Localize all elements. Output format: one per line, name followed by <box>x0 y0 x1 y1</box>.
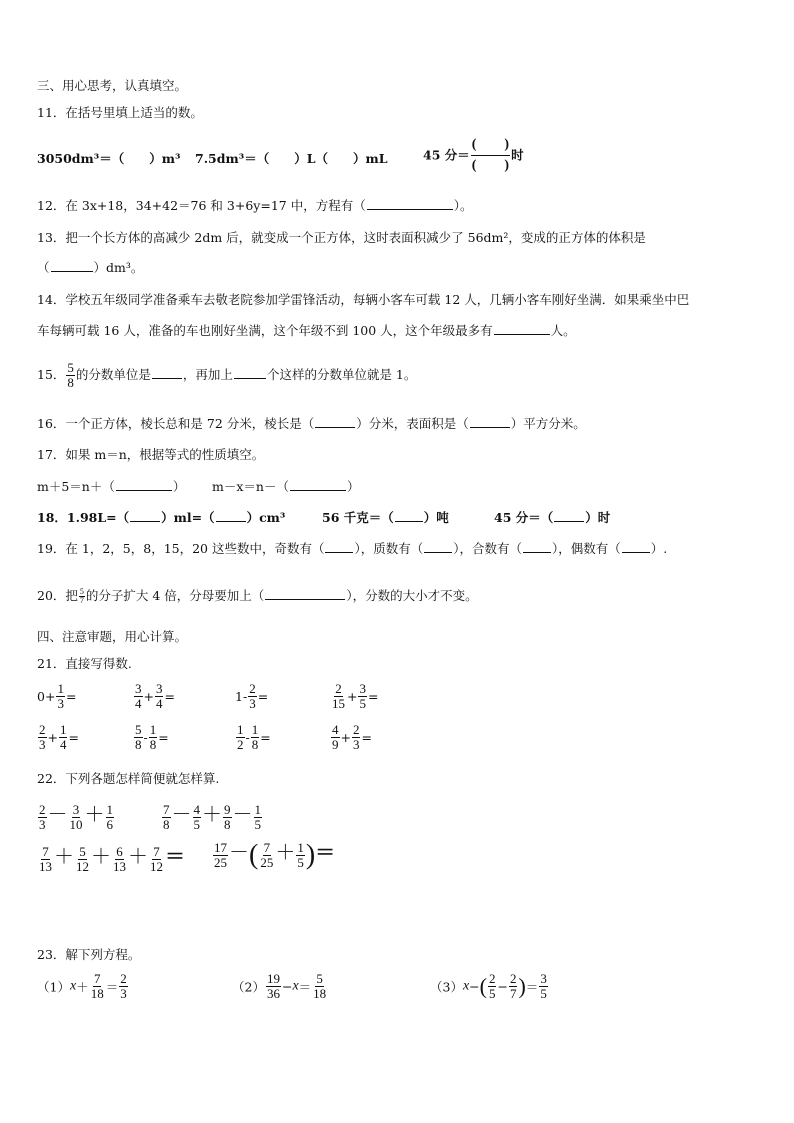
numerator: 2 <box>120 971 127 986</box>
denominator: 3 <box>352 737 360 752</box>
denominator: 13 <box>39 859 52 874</box>
fraction <box>119 972 128 1001</box>
fraction <box>90 972 105 1001</box>
equation-label: （1） <box>37 979 70 995</box>
q17-b-end: ） <box>346 479 360 494</box>
numerator: 2 <box>488 971 496 986</box>
denominator: 9 <box>332 737 339 752</box>
operator: － <box>229 842 249 864</box>
q12-text: 12．在 3x+18，34+42＝76 和 3+6y=17 中，方程有（ <box>37 198 366 213</box>
q14-unit: 人。 <box>550 323 576 338</box>
answer-blank[interactable] <box>51 259 93 272</box>
q11-c-suffix: 时 <box>511 147 524 163</box>
operator: − <box>281 979 293 994</box>
q17-a-text: m＋5＝n＋（ <box>37 479 115 494</box>
q19-t5: ）. <box>650 541 668 556</box>
equals-sign: ＝ <box>105 979 119 995</box>
q21-item <box>235 682 268 711</box>
denominator: 15 <box>332 696 345 711</box>
numerator: 17 <box>214 840 227 855</box>
fraction <box>149 845 164 874</box>
q17-a-end: ） <box>172 479 186 494</box>
denominator: 3 <box>120 986 127 1001</box>
fraction <box>155 682 164 711</box>
variable: x <box>462 978 470 994</box>
fraction <box>149 723 158 752</box>
answer-blank[interactable] <box>424 540 452 553</box>
denominator: 8 <box>135 737 142 752</box>
fraction <box>75 845 90 874</box>
numerator: 3 <box>540 971 547 986</box>
denominator: 3 <box>57 696 64 711</box>
variable: x <box>69 978 77 994</box>
fraction <box>134 682 143 711</box>
answer-blank[interactable] <box>265 587 345 600</box>
numerator: 3 <box>72 802 80 817</box>
equals-sign: = <box>260 730 271 745</box>
denominator: 8 <box>149 737 157 752</box>
question-18-part-b <box>322 509 449 527</box>
denominator: 10 <box>69 817 83 832</box>
denominator: 3 <box>39 817 46 832</box>
denominator: 12 <box>76 859 89 874</box>
q19-t2: ），质数有（ <box>354 541 424 556</box>
q22-expression-1 <box>37 798 115 832</box>
denominator: 3 <box>249 696 256 711</box>
question-22: 22．下列各题怎样简便就怎样算. <box>37 771 220 786</box>
operator: － <box>171 804 192 826</box>
q15-number: 15． <box>37 367 66 382</box>
fraction <box>193 803 202 832</box>
q21-item <box>37 723 79 752</box>
denominator: 36 <box>266 986 280 1001</box>
question-17-part-b <box>212 478 359 496</box>
numerator: 7 <box>93 971 101 986</box>
numerator: 7 <box>163 802 170 817</box>
operator: ＋ <box>202 804 222 826</box>
question-19 <box>37 540 667 558</box>
question-11-part-b: 7.5dm³＝（ ）L（ ）mL <box>195 151 388 166</box>
fraction <box>266 972 281 1001</box>
q23-equation-1 <box>37 972 129 1001</box>
q18-a-1: 18．1.98L=（ <box>37 510 130 525</box>
fraction <box>162 803 171 832</box>
variable: x <box>292 978 299 994</box>
q11-c-fraction <box>471 135 510 176</box>
numerator: 3 <box>359 681 366 696</box>
fraction <box>296 841 305 870</box>
question-17: 17．如果 m＝n，根据等式的性质填空。 <box>37 447 265 462</box>
equals-sign: ＝ <box>525 979 539 995</box>
q22-expression-4 <box>212 836 335 870</box>
q21-item <box>330 682 378 711</box>
question-17-part-a <box>37 478 185 496</box>
denominator: 4 <box>135 696 142 711</box>
operator: ＋ <box>128 846 148 868</box>
denominator: 2 <box>237 737 244 752</box>
equals-sign: = <box>361 730 372 745</box>
q21-item <box>330 723 372 752</box>
q18-c-1: 45 分＝（ <box>494 510 554 525</box>
fraction <box>331 682 346 711</box>
q11-c-prefix: 45 分＝ <box>423 147 470 163</box>
question-15 <box>37 358 416 392</box>
denominator: 6 <box>106 817 113 832</box>
q12-text-end: ）。 <box>453 198 473 213</box>
answer-blank[interactable] <box>523 540 551 553</box>
fraction <box>223 803 232 832</box>
denominator: 8 <box>251 737 259 752</box>
q15-text-2: ，再加上 <box>182 367 233 382</box>
left-paren: ( <box>479 973 487 999</box>
fraction <box>38 723 47 752</box>
operator: + <box>143 689 154 704</box>
numerator: 2 <box>335 681 342 696</box>
q21-item <box>235 723 271 752</box>
right-paren: ) <box>518 973 526 999</box>
q15-text-1: 的分数单位是 <box>75 367 151 382</box>
fraction <box>38 845 53 874</box>
answer-blank[interactable] <box>152 366 182 379</box>
equals-sign: = <box>68 730 79 745</box>
numerator: 1 <box>149 722 157 737</box>
fraction <box>539 972 548 1001</box>
q11-c-numerator: ( ) <box>471 135 510 156</box>
fraction <box>331 723 340 752</box>
operator: － <box>47 804 68 826</box>
denominator: 18 <box>313 986 327 1001</box>
numerator: 2 <box>509 971 517 986</box>
question-16 <box>37 415 586 433</box>
answer-blank[interactable] <box>216 509 246 522</box>
equals-sign: = <box>158 730 169 745</box>
answer-blank[interactable] <box>234 366 266 379</box>
lead: 0+ <box>37 689 56 704</box>
denominator: 4 <box>155 696 163 711</box>
q20-numerator: 5 <box>79 587 84 596</box>
denominator: 25 <box>260 855 274 870</box>
q15-numerator: 5 <box>67 360 74 375</box>
answer-blank[interactable] <box>494 322 550 335</box>
denominator: 13 <box>113 859 126 874</box>
denominator: 5 <box>254 817 261 832</box>
answer-blank[interactable] <box>470 415 510 428</box>
fraction <box>236 723 245 752</box>
q16-text-1: 16．一个正方体，棱长总和是 72 分米，棱长是（ <box>37 416 315 431</box>
fraction <box>69 803 84 832</box>
answer-blank[interactable] <box>315 415 355 428</box>
q19-t3: ），合数有（ <box>453 541 523 556</box>
denominator: 12 <box>150 859 163 874</box>
operator: ＋ <box>84 804 105 826</box>
numerator: 1 <box>251 722 259 737</box>
numerator: 5 <box>135 722 142 737</box>
answer-blank[interactable] <box>116 478 172 491</box>
fraction <box>259 841 274 870</box>
numerator: 1 <box>254 802 261 817</box>
answer-blank[interactable] <box>554 509 584 522</box>
section-3-title: 三、用心思考，认真填空。 <box>37 78 188 93</box>
denominator: 25 <box>214 855 227 870</box>
numerator: 1 <box>57 681 64 696</box>
q20-text-3: ），分数的大小才不变。 <box>346 588 478 603</box>
q18-c-2: ）时 <box>585 510 611 525</box>
q18-a-2: ）ml=（ <box>161 510 215 525</box>
denominator: 7 <box>509 986 517 1001</box>
denominator: 5 <box>193 817 200 832</box>
question-23: 23．解下列方程。 <box>37 947 141 962</box>
numerator: 5 <box>79 844 86 859</box>
numerator: 1 <box>59 722 67 737</box>
question-11-part-c <box>423 135 524 176</box>
numerator: 4 <box>332 722 339 737</box>
left-paren: ( <box>249 839 259 871</box>
operator: － <box>232 804 253 826</box>
operator: ＋ <box>76 979 89 995</box>
answer-blank[interactable] <box>290 478 346 491</box>
q20-text-1: 20．把 <box>37 588 78 603</box>
numerator: 3 <box>155 681 163 696</box>
q18-b-2: ）吨 <box>423 510 449 525</box>
fraction <box>251 723 260 752</box>
numerator: 1 <box>297 840 304 855</box>
equals-sign: ＝ <box>165 846 185 868</box>
operator: - <box>245 730 250 745</box>
fraction <box>352 723 361 752</box>
q22-expression-2 <box>161 798 263 832</box>
q17-b-text: m－x＝n－（ <box>212 479 289 494</box>
operator: + <box>347 689 358 704</box>
operator: ＋ <box>275 842 296 864</box>
denominator: 18 <box>90 986 104 1001</box>
q21-item <box>37 682 76 711</box>
q16-text-2: ）分米，表面积是（ <box>356 416 469 431</box>
fraction <box>56 682 65 711</box>
fraction <box>509 972 518 1001</box>
q21-item <box>133 723 169 752</box>
q15-denominator: 8 <box>67 375 74 390</box>
question-13: 13．把一个长方体的高减少 2dm 后，就变成一个正方体，这时表面积减少了 56dm²，变成的正方体的体积是 <box>37 230 646 245</box>
question-12 <box>37 197 472 215</box>
fraction <box>134 723 143 752</box>
answer-blank[interactable] <box>622 540 650 553</box>
lead: 1- <box>235 689 248 704</box>
fraction <box>312 972 327 1001</box>
q18-a-3: ）cm³ <box>246 510 286 525</box>
denominator: 5 <box>488 986 496 1001</box>
operator: − <box>469 979 480 994</box>
q20-text-2: 的分子扩大 4 倍，分母要加上（ <box>85 588 265 603</box>
numerator: 1 <box>237 722 244 737</box>
q23-equation-2 <box>232 972 328 1001</box>
denominator: 5 <box>540 986 547 1001</box>
numerator: 7 <box>263 840 271 855</box>
q21-item <box>133 682 175 711</box>
operator: - <box>143 730 148 745</box>
q15-fraction <box>66 361 75 390</box>
question-18 <box>37 509 285 527</box>
q19-t1: 19．在 1，2，5，8，15，20 这些数中，奇数有（ <box>37 541 325 556</box>
equals-sign: ＝ <box>315 842 336 864</box>
q15-text-3: 个这样的分数单位就是 1。 <box>266 367 417 382</box>
answer-blank[interactable] <box>395 509 423 522</box>
equation-label: （2） <box>232 979 265 995</box>
q20-denominator: 7 <box>79 596 84 605</box>
numerator: 19 <box>266 971 280 986</box>
numerator: 2 <box>352 722 360 737</box>
denominator: 8 <box>163 817 170 832</box>
question-14-line-2 <box>37 322 576 340</box>
numerator: 2 <box>39 802 46 817</box>
operator: ＋ <box>54 846 74 868</box>
question-14: 14．学校五年级同学准备乘车去敬老院参加学雷锋活动，每辆小客车可载 12 人，几辆小客车刚好坐满．如果乘坐中巴 <box>37 292 690 307</box>
q13-paren: （ <box>37 260 50 275</box>
numerator: 3 <box>135 681 142 696</box>
q16-text-3: ）平方分米。 <box>510 416 586 431</box>
q22-expression-3 <box>37 840 185 874</box>
q14-text: 车每辆可载 16 人，准备的车也刚好坐满，这个年级不到 100 人，这个年级最多有 <box>37 323 493 338</box>
question-13-line-2 <box>37 259 143 277</box>
denominator: 5 <box>359 696 366 711</box>
right-paren: ) <box>305 839 316 871</box>
answer-blank[interactable] <box>130 509 160 522</box>
question-21: 21．直接写得数. <box>37 656 132 671</box>
question-20 <box>37 587 478 605</box>
operator: − <box>497 979 508 994</box>
q20-fraction <box>79 588 85 605</box>
numerator: 2 <box>249 681 256 696</box>
equals-sign: ＝ <box>298 979 312 995</box>
operator: + <box>340 730 351 745</box>
question-11: 11．在括号里填上适当的数。 <box>37 105 203 120</box>
q18-b-1: 56 千克＝（ <box>322 510 394 525</box>
numerator: 1 <box>106 802 113 817</box>
denominator: 3 <box>39 737 46 752</box>
denominator: 4 <box>59 737 67 752</box>
equals-sign: = <box>164 689 175 704</box>
fraction <box>59 723 68 752</box>
numerator: 4 <box>193 802 200 817</box>
numerator: 7 <box>42 844 49 859</box>
fraction <box>254 803 263 832</box>
fraction <box>112 845 127 874</box>
numerator: 9 <box>224 802 231 817</box>
numerator: 6 <box>116 844 123 859</box>
fraction <box>248 682 257 711</box>
q11-c-denominator: ( ) <box>471 158 510 173</box>
numerator: 2 <box>39 722 46 737</box>
equals-sign: = <box>257 689 269 704</box>
fraction <box>106 803 115 832</box>
numerator: 7 <box>153 844 160 859</box>
q19-t4: ），偶数有（ <box>552 541 621 556</box>
section-4-title: 四、注意审题，用心计算。 <box>37 629 188 644</box>
q23-equation-3 <box>430 972 549 1001</box>
answer-blank[interactable] <box>367 197 453 210</box>
answer-blank[interactable] <box>325 540 353 553</box>
equals-sign: = <box>65 689 77 704</box>
denominator: 8 <box>224 817 231 832</box>
equation-label: （3） <box>430 979 463 995</box>
denominator: 5 <box>297 855 304 870</box>
question-11-part-a: 3050dm³＝（ ）m³ <box>37 151 181 166</box>
operator: ＋ <box>91 846 111 868</box>
numerator: 5 <box>316 971 323 986</box>
equals-sign: = <box>367 689 379 704</box>
operator: + <box>47 730 58 745</box>
q13-unit: ）dm³。 <box>93 260 144 275</box>
fraction <box>38 803 47 832</box>
question-18-part-c <box>494 509 610 527</box>
fraction <box>358 682 367 711</box>
fraction <box>488 972 497 1001</box>
fraction <box>213 841 228 870</box>
